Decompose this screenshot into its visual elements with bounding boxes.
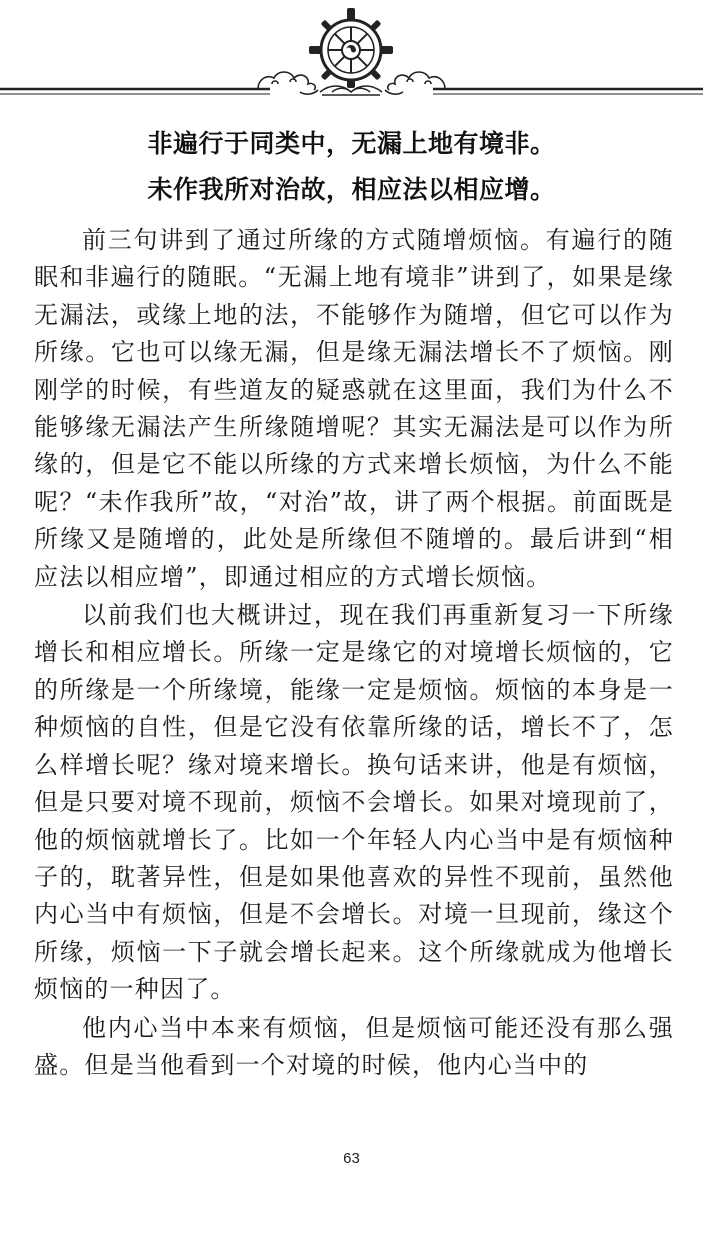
commentary-body xyxy=(34,222,674,1085)
dharma-wheel-icon xyxy=(294,0,407,107)
paragraph: 前三句讲到了通过所缘的方式随增烦恼。有遍行的随眠和非遍行的随眠。“无漏上地有境非”讲到了，如果是缘无漏法，或缘上地的法，不能够作为随增，但它可以作为所缘。它也可以缘无漏，但是缘无漏法增长不了烦恼。刚刚学的时候，有些道友的疑惑就在这里面，我们为什么不能够缘无漏法产生所缘随增呢？其实无漏法是可以作为所缘的，但是它不能以所缘的方式来增长烦恼，为什么不能呢？“未作我所”故，“对治”故，讲了两个根据。前面既是所缘又是随增的，此处是所缘但不随增的。最后讲到“相应法以相应增”，即通过相应的方式增长烦恼。 xyxy=(34,226,674,591)
paragraph: 他内心当中本来有烦恼，但是烦恼可能还没有那么强盛。但是当他看到一个对境的时候，他内心当中的 xyxy=(34,1013,674,1079)
header-ornament xyxy=(0,0,703,110)
verse-line-1: 非遍行于同类中，无漏上地有境非。 xyxy=(147,129,556,158)
verse-line-2: 未作我所对治故，相应法以相应增。 xyxy=(147,175,556,204)
paragraph: 以前我们也大概讲过，现在我们再重新复习一下所缘增长和相应增长。所缘一定是缘它的对境增长烦恼的，它的所缘是一个所缘境，能缘一定是烦恼。烦恼的本身是一种烦恼的自性，但是它没有依靠所缘的话，增长不了，怎么样增长呢？缘对境来增长。换句话来讲，他是有烦恼，但是只要对境不现前，烦恼不会增长。如果对境现前了，他的烦恼就增长了。比如一个年轻人内心当中是有烦恼种子的，耽著异性，但是如果他喜欢的异性不现前，虽然他内心当中有烦恼，但是不会增长。对境一旦现前，缘这个所缘，烦恼一下子就会增长起来。这个所缘就成为他增长烦恼的一种因了。 xyxy=(34,601,674,1004)
page-header xyxy=(0,0,703,110)
cloud-scroll-ornament-icon xyxy=(385,72,445,94)
page-number: 63 xyxy=(343,1150,360,1167)
cloud-scroll-ornament-icon xyxy=(258,72,318,94)
